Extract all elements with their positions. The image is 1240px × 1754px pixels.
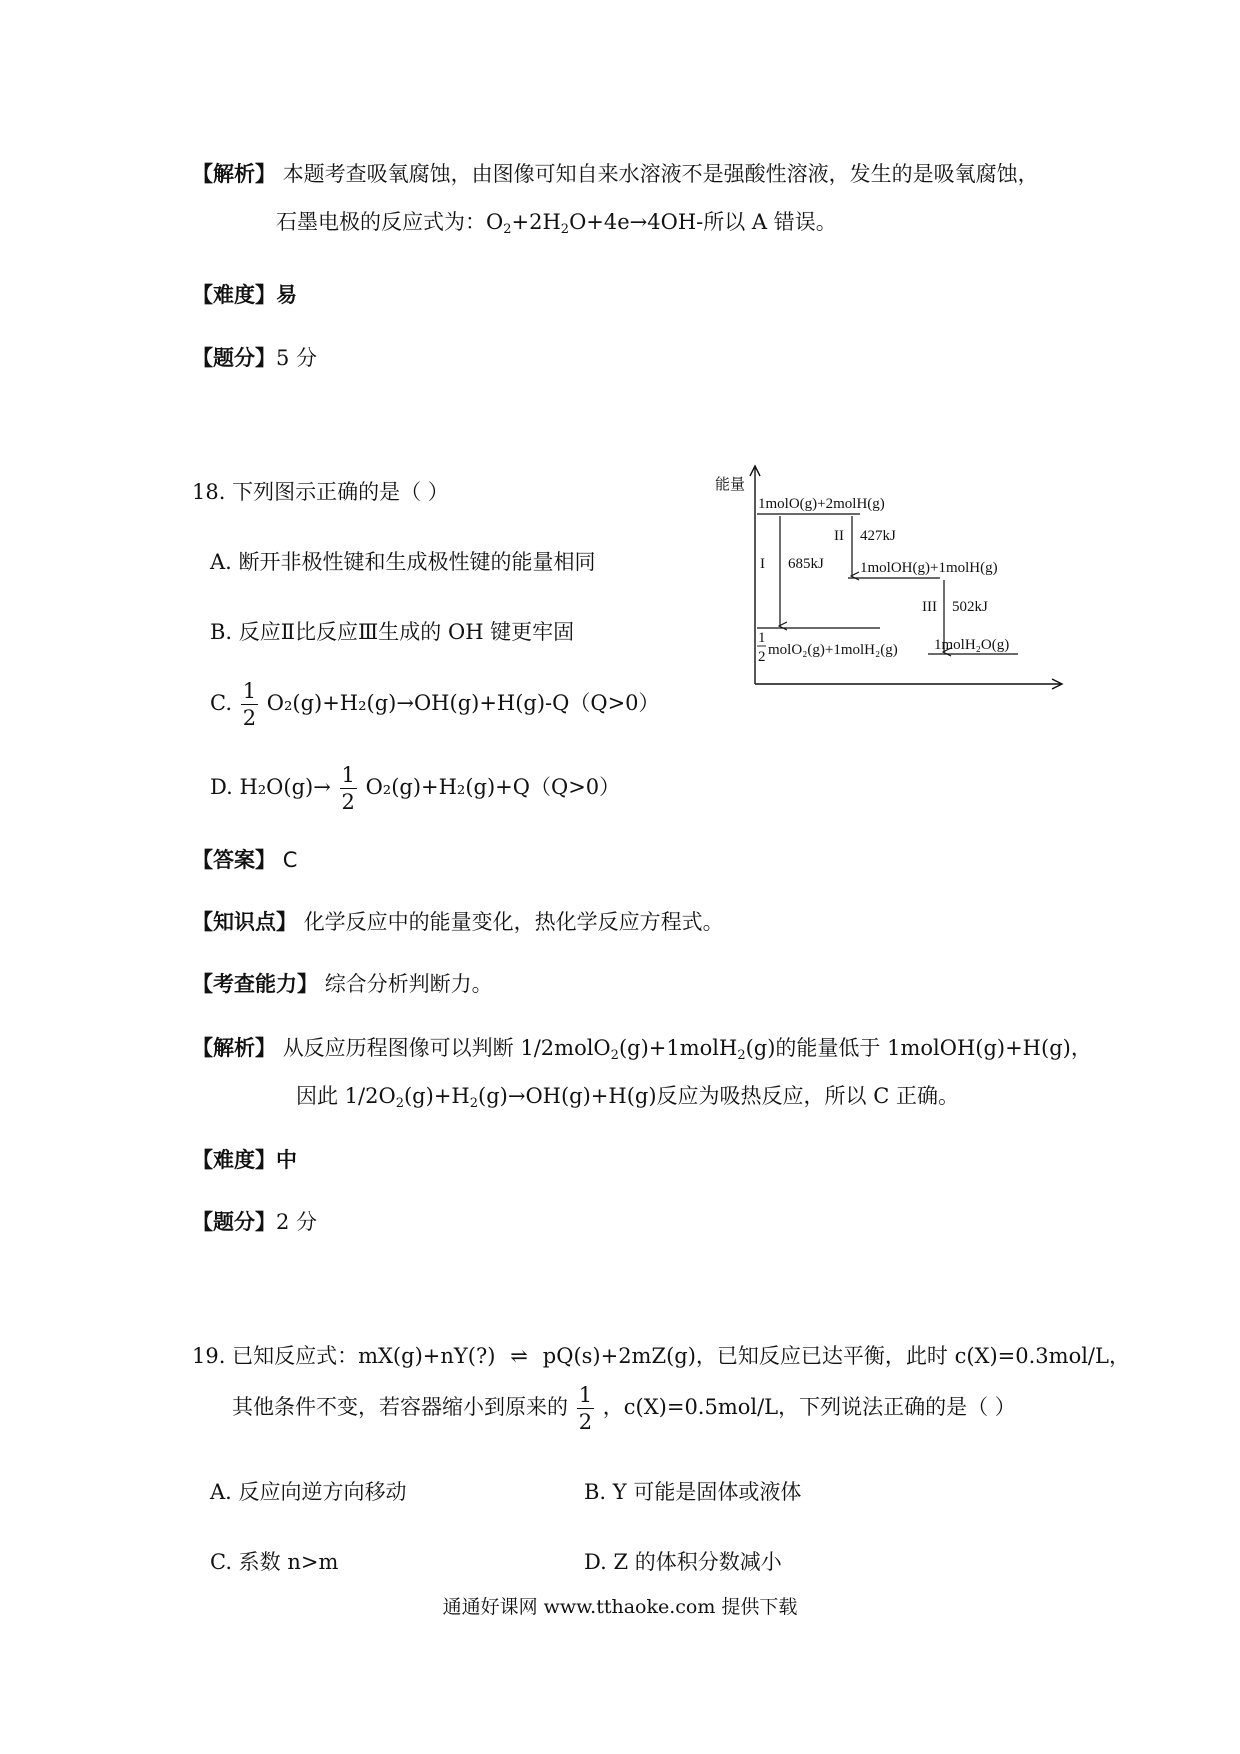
level-bottom-label: 1molH₂O(g)	[934, 637, 1010, 653]
step-II-energy: 427kJ	[860, 528, 896, 544]
energy-diagram-svg	[700, 462, 1070, 702]
level-top-label: 1molO(g)+2molH(g)	[758, 496, 885, 512]
step-III-energy: 502kJ	[952, 599, 988, 615]
level-low-frac-den: 2	[758, 649, 766, 665]
prev-analysis-line2: 石墨电极的反应式为：$O_2+2H_2O+4e\to 4OH-$所以 A 错误。	[276, 210, 837, 237]
q18-score: 【题分】2 分	[192, 1209, 318, 1234]
analysis-label: 【解析】	[192, 161, 276, 186]
step-I-energy: 685kJ	[788, 556, 824, 572]
prev-difficulty: 【难度】易	[192, 282, 297, 307]
q18-answer: 【答案】 C	[192, 847, 298, 872]
energy-diagram	[700, 462, 1070, 702]
level-low-label: molO₂(g)+1molH₂(g)	[768, 642, 898, 658]
q18-option-d: D. H₂O(g)→ $\frac{1}{2}$ O₂(g)+H₂(g)+Q（Q>0）	[210, 763, 621, 814]
q18-option-b: B. 反应Ⅱ比反应Ⅲ生成的 OH 键更牢固	[210, 620, 575, 644]
fraction: $\frac{1}{2}$	[341, 763, 355, 814]
step-I-label: I	[760, 556, 765, 572]
q19-option-c: C. 系数 n>m	[210, 1550, 339, 1574]
q18-difficulty: 【难度】中	[192, 1147, 297, 1172]
q18-knowledge: 【知识点】 化学反应中的能量变化，热化学反应方程式。	[192, 909, 724, 934]
analysis-text: 本题考查吸氧腐蚀，由图像可知自来水溶液不是强酸性溶液，发生的是吸氧腐蚀，	[282, 162, 1039, 186]
q19-stem: 19. 已知反应式：mX(g)+nY(?) ⇌ pQ(s)+2mZ(g)，已知反应已达平衡，此时 c(X)=0.3mol/L，	[192, 1344, 1130, 1368]
energy-axis-label: 能量	[715, 475, 746, 493]
q19-option-d: D. Z 的体积分数减小	[584, 1550, 782, 1574]
q18-option-a: A. 断开非极性键和生成极性键的能量相同	[210, 550, 596, 574]
q19-option-a: A. 反应向逆方向移动	[210, 1480, 407, 1504]
q18-analysis: 【解析】 从反应历程图像可以判断 1/2molO$_2$(g)+1molH$_2$(g)的能量低于 1molOH(g)+H(g)，	[192, 1035, 1092, 1063]
page-footer: 通通好课网 www.tthaoke.com 提供下载	[442, 1596, 798, 1618]
prev-score: 【题分】5 分	[192, 345, 318, 370]
q18-stem: 18. 下列图示正确的是（ ）	[192, 480, 449, 504]
fraction: $\frac{1}{2}$	[242, 679, 257, 730]
level-low-frac-num: 1	[758, 630, 766, 646]
q19-stem-line2: 其他条件不变，若容器缩小到原来的 $\frac{1}{2}$ ，c(X)=0.5mol/L，下列说法正确的是（ ）	[232, 1383, 1016, 1434]
q19-option-b: B. Y 可能是固体或液体	[584, 1480, 802, 1504]
q18-option-c: C. $\frac{1}{2}$ O₂(g)+H₂(g)→OH(g)+H(g)-Q（Q>0）	[210, 679, 660, 730]
fraction: $\frac{1}{2}$	[578, 1383, 593, 1434]
step-II-label: II	[834, 528, 844, 544]
equilibrium-arrow-icon: ⇌	[510, 1344, 528, 1368]
q18-analysis-line2: 因此 $1/2O_2(g)+H_2(g)\to OH(g)+H(g)$反应为吸热反应，所以 C 正确。	[296, 1084, 959, 1111]
q18-ability: 【考查能力】 综合分析判断力。	[192, 971, 493, 996]
level-mid-label: 1molOH(g)+1molH(g)	[860, 560, 998, 576]
prev-analysis	[192, 160, 1039, 188]
step-III-label: III	[922, 599, 937, 615]
